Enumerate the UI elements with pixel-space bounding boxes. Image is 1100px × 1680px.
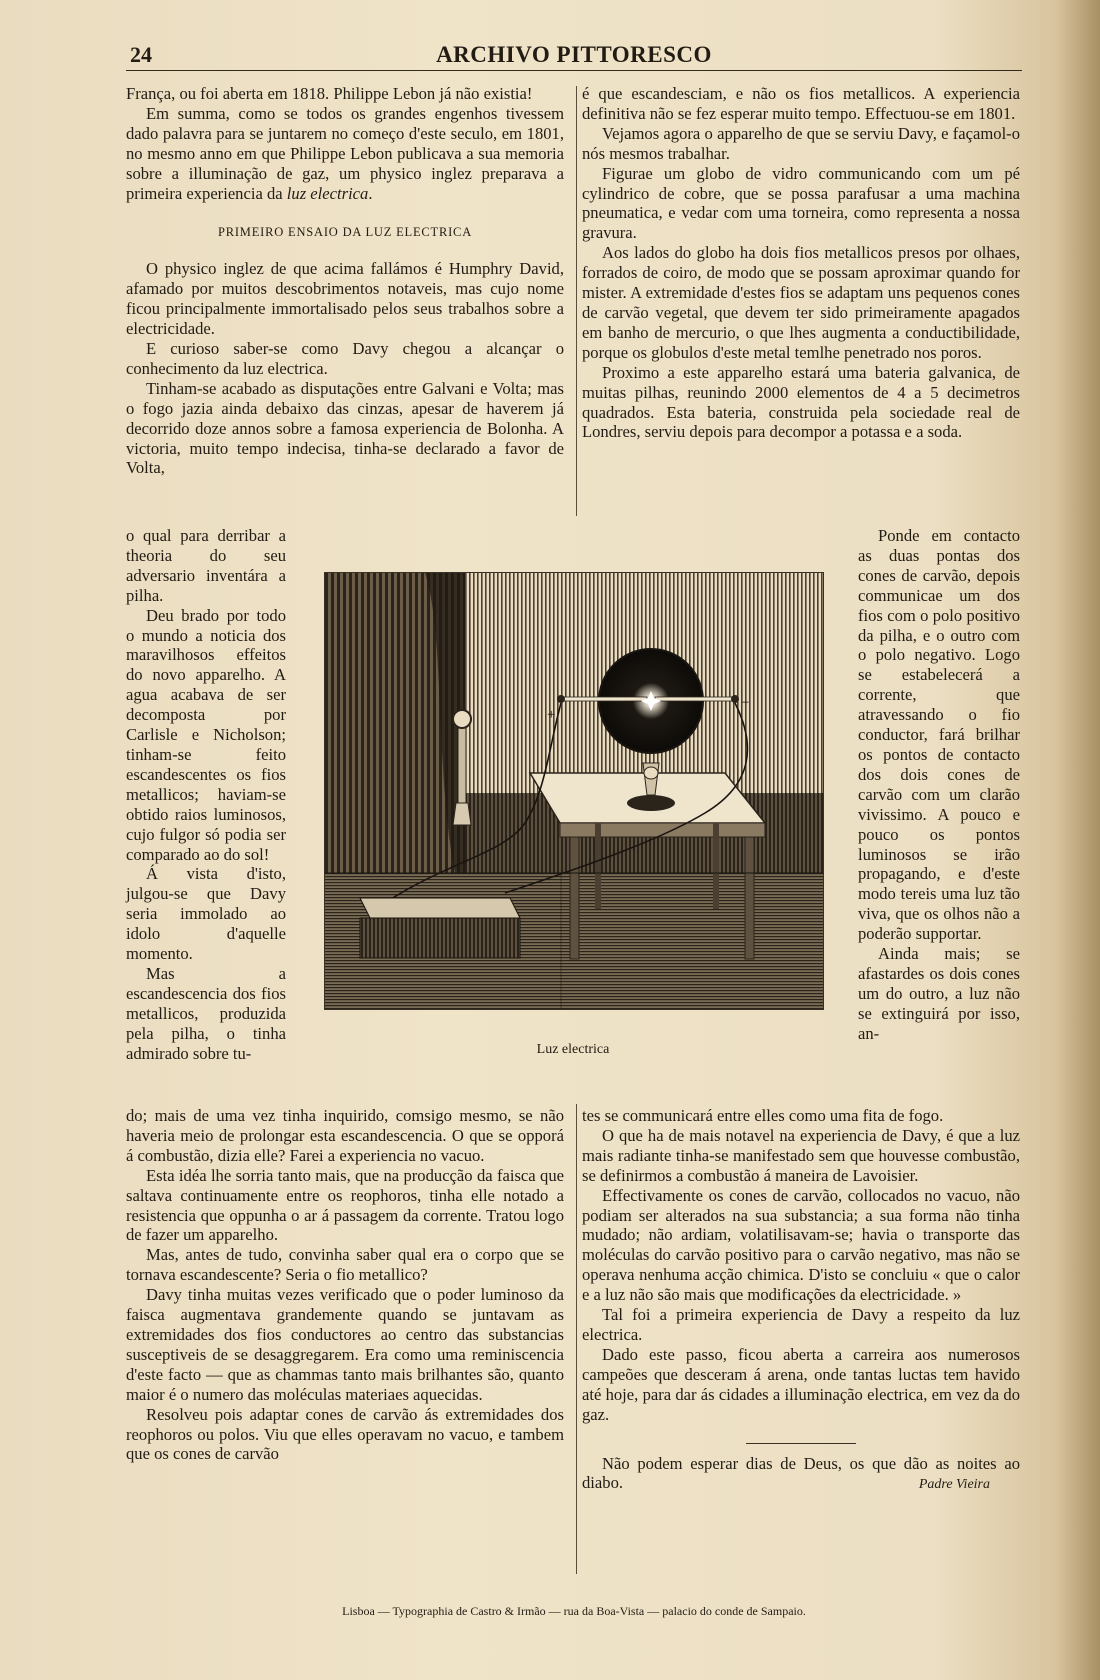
paragraph: E curioso saber-se como Davy chegou a alcançar o conhecimento da luz electrica. <box>126 338 564 378</box>
paragraph: Á vista d'isto, julgou-se que Davy seria immolado ao idolo d'aquelle momento. <box>126 864 286 964</box>
paragraph: Esta idéa lhe sorria tanto mais, que na producção da faisca que saltava continuamente entre os reophoros, tinha elle notado a resistencia que oppunha o ar á passagem da corrente. Tratou logo de fazer um apparelho. <box>126 1165 564 1245</box>
paragraph: Mas, antes de tudo, convinha saber qual era o corpo que se tornava escandescente? Seria o fio metallico? <box>126 1245 564 1285</box>
paragraph: é que escandesciam, e não os fios metallicos. A experiencia definitiva não se fez esperar muito tempo. Effectuou-se em 1801. <box>582 84 1020 123</box>
davy-apparatus-engraving <box>325 573 823 1009</box>
engraving-figure <box>324 572 824 1010</box>
paragraph: Mas a escandescencia dos fios metallicos, produzida pela pilha, o tinha admirado sobre tu- <box>126 963 286 1063</box>
paragraph: Aos lados do globo ha dois fios metallicos presos por olhaes, forrados de coiro, de modo que se possam aproximar quando for mister. A extremidade d'estes fios se adaptam uns pequenos cones de carvão vegetal, que devem ter sido primeiramente apagados em banho de mercurio, o que lhes augmenta a conductibilidade, porque os globulos d'este metal temlhe penetrado nos poros. <box>582 243 1020 362</box>
minus-terminal-label: − <box>741 695 750 711</box>
left-column-top <box>126 84 564 478</box>
paragraph: Effectivamente os cones de carvão, collocados no vacuo, não podiam ser alterados na sua substancia; a sua forma não tinha mudado; não ardiam, volatilisavam-se; havia o transporte das moléculas do carvão positivo para o carvão negativo, mas não se operava nenhuma acção chimica. D'isto se concluiu « que o calor e a luz não são mais que modificações da electricidade. » <box>582 1185 1020 1305</box>
quote-author: Padre Vieira <box>918 1477 990 1493</box>
running-header <box>126 42 1022 71</box>
paragraph: Vejamos agora o apparelho de que se serviu Davy, e façamol-o nós mesmos trabalhar. <box>582 123 1020 163</box>
paragraph: Davy tinha muitas vezes verificado que o poder luminoso da faisca augmentava grandemente quando se juntavam as extremidades dos fios conductores ao centro das substancias susceptiveis de se desaggregarem. Era como uma reminiscencia d'este facto — que as chammas tanto mais brilhantes são, quanto maior é o numero das moléculas materiaes aquecidas. <box>126 1285 564 1404</box>
paragraph: O que ha de mais notavel na experiencia de Davy, é que a luz mais radiante tinha-se manifestado sem que houvesse combustão, se definirmos a combustão á maneira de Lavoisier. <box>582 1125 1020 1185</box>
left-column-narrow <box>126 526 286 1063</box>
paragraph: Proximo a este apparelho estará uma bateria galvanica, de muitas pilhas, reunindo 2000 elementos de 4 a 5 decimetros quadrados. Esta bateria, construida pela sociedade real de Londres, serviu depois para decompor a potassa e a soda. <box>582 362 1020 442</box>
paragraph: O physico inglez de que acima fallámos é Humphry David, afamado por muitos descobrimentos notaveis, mas cujo nome ficou principalmente immortalisado pelos seus trabalhos sobre a electricidade. <box>126 259 564 339</box>
right-column-top <box>582 84 1020 442</box>
paragraph: Ponde em contacto as duas pontas dos cones de carvão, depois communicae um dos fios com o polo positivo da pilha, e o outro com o polo negativo. Logo se estabelecerá a corrente, que atravessando o fio conductor, fará brilhar os pontos de contacto dos dois cones de carvão com um clarão vivissimo. A pouco e pouco os pontos luminosos se irão propagando, e d'este modo tereis uma luz tão viva, que os olhos não a poderão supportar. <box>858 526 1020 944</box>
paragraph: Em summa, como se todos os grandes engenhos tivessem dado palavra para se juntarem no começo d'este seculo, em 1801, no mesmo anno em que Philippe Lebon publicava a sua memoria sobre a illuminação de gaz, um physico inglez preparava a primeira experiencia da luz electrica. <box>126 103 564 203</box>
quote-separator <box>746 1443 856 1444</box>
closing-quote: Não podem esperar dias de Deus, os que dão as noites ao diabo. <box>582 1453 1020 1493</box>
paragraph: tes se communicará entre elles como uma fita de fogo. <box>582 1106 944 1125</box>
right-column-narrow <box>858 526 1020 1044</box>
paragraph: Dado este passo, ficou aberta a carreira aos numerosos campeões que desceram á arena, onde tantas luctas tem havido até hoje, para dar ás cidades a illuminação electrica, em vez da do gaz. <box>582 1344 1020 1424</box>
paragraph: Deu brado por todo o mundo a noticia dos maravilhosos effeitos do novo apparelho. A agua acabava de ser decomposta por Carlisle e Nicholson; tinham-se feito escandescentes os fios metallicos; haviam-se obtido raios luminosos, cujo fulgor só podia ser comparado ao do sol! <box>126 605 286 864</box>
figure-caption: Luz electrica <box>536 1042 610 1057</box>
paragraph: França, ou foi aberta em 1818. Philippe Lebon já não existia! <box>126 84 533 103</box>
column-rule-top <box>576 86 577 516</box>
printer-footer: Lisboa — Typographia de Castro & Irmão — rua da Boa-Vista — palacio do conde de Sampaio. <box>342 1604 806 1618</box>
column-rule-bottom <box>576 1104 577 1574</box>
paragraph: Resolveu pois adaptar cones de carvão ás extremidades dos reophoros ou polos. Viu que elles operavam no vacuo, e tambem que os cones de carvão <box>126 1404 564 1464</box>
paragraph: Figurae um globo de vidro communicando com um pé cylindrico de cobre, que se possa parafusar a uma machina pneumatica, e vedar com uma torneira, como representa a nossa gravura. <box>582 163 1020 243</box>
page-number: 24 <box>130 42 152 67</box>
journal-title: ARCHIVO PITTORESCO <box>436 42 712 67</box>
left-column-bottom <box>126 1106 564 1464</box>
paragraph: o qual para derribar a theoria do seu adversario inventára a pilha. <box>126 526 286 605</box>
right-column-bottom <box>582 1106 1020 1495</box>
paragraph: Ainda mais; se afastardes os dois cones um do outro, a luz não se extinguirá por isso, an- <box>858 944 1020 1043</box>
plus-terminal-label: + <box>547 707 556 723</box>
paragraph: do; mais de uma vez tinha inquirido, comsigo mesmo, se não haveria meio de prolongar esta escandescencia. O que se opporá á combustão, dizia elle? Farei a experiencia no vacuo. <box>126 1106 564 1165</box>
paragraph: Tinham-se acabado as disputações entre Galvani e Volta; mas o fogo jazia ainda debaixo das cinzas, apesar de haverem já decorrido doze annos sobre a famosa experiencia de Bolonha. A victoria, muito tempo indecisa, tinha-se declarado a favor de Volta, <box>126 378 564 478</box>
section-heading: PRIMEIRO ENSAIO DA LUZ ELECTRICA <box>217 225 473 240</box>
paragraph: Tal foi a primeira experiencia de Davy a respeito da luz electrica. <box>582 1305 1020 1344</box>
